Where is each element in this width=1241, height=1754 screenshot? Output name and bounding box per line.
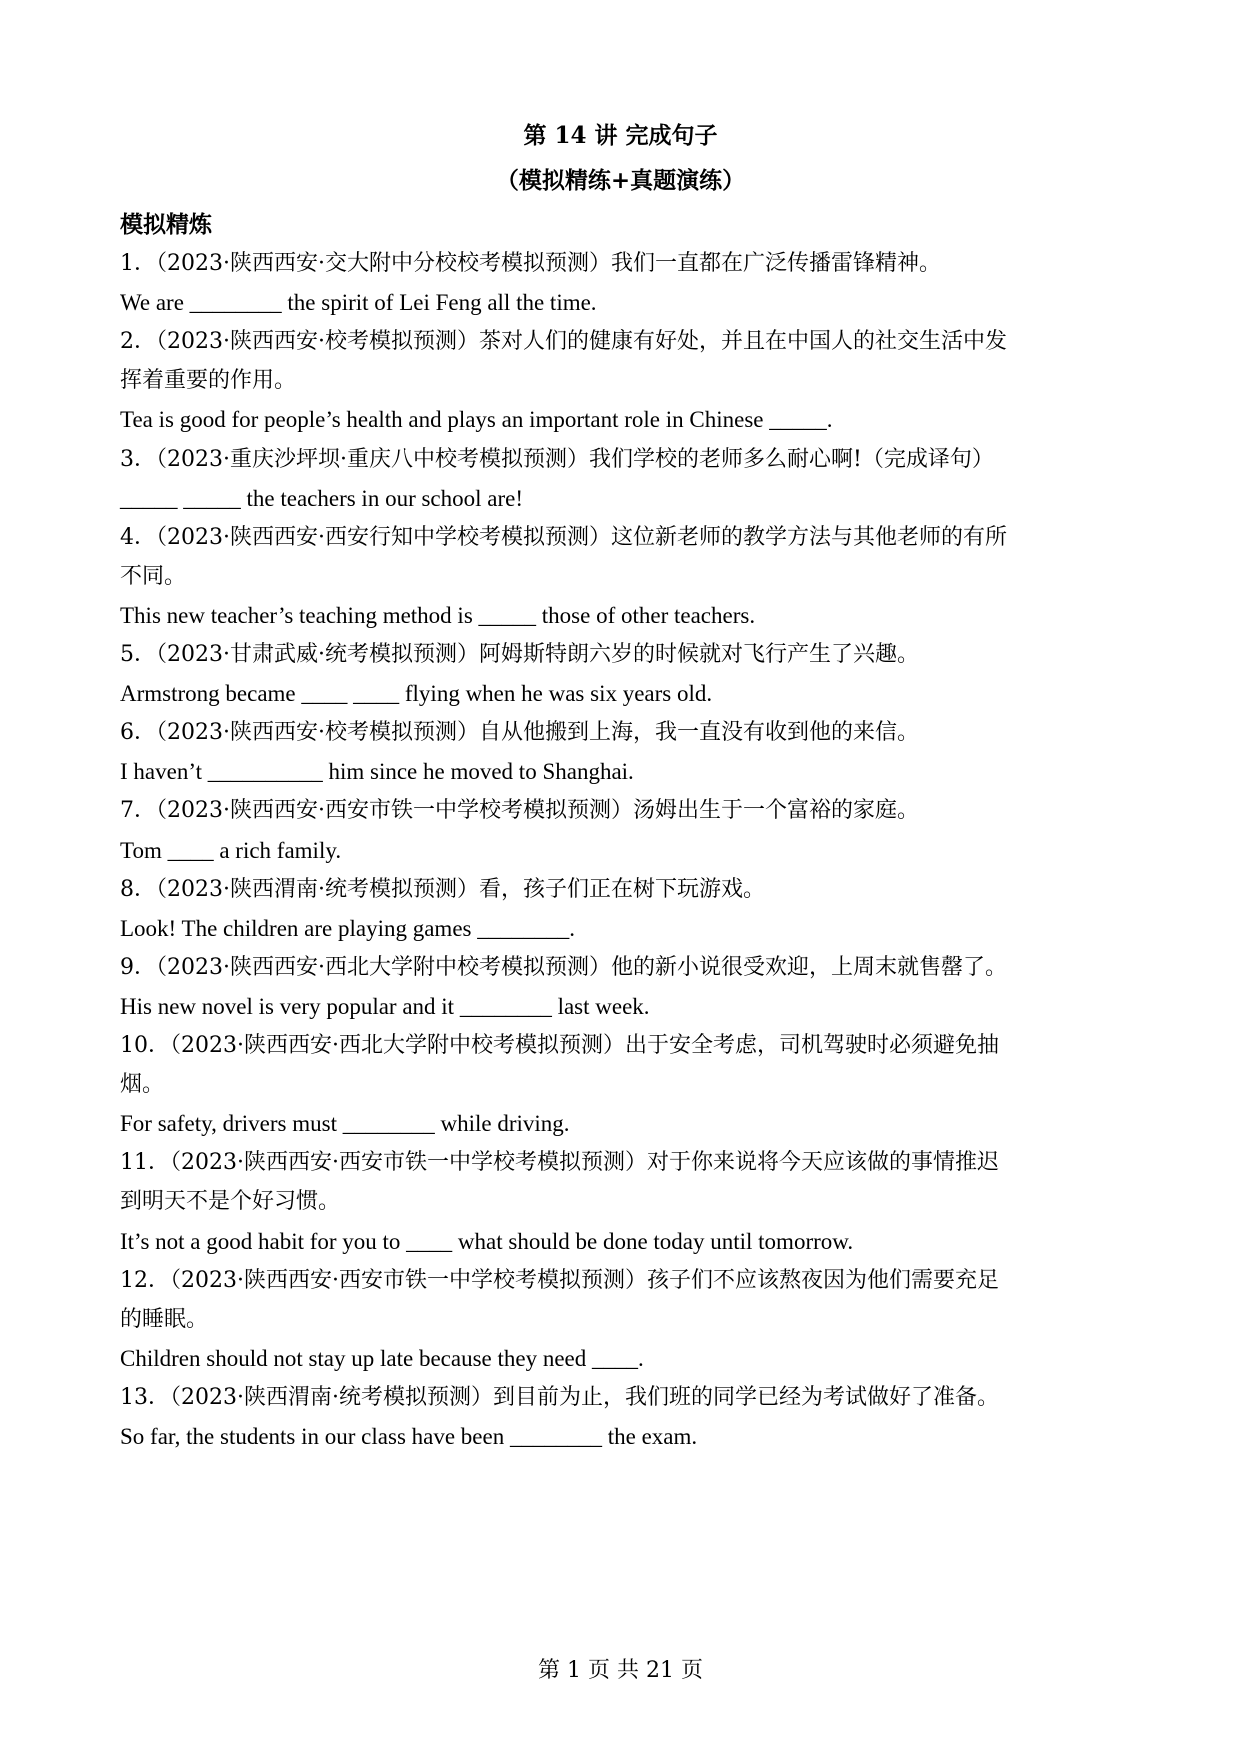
question-number: 5．	[120, 642, 156, 667]
question-number: 13．	[120, 1384, 170, 1410]
question-english-sentence: We are ________ the spirit of Lei Feng all the time.	[120, 290, 597, 316]
question-prompt-continued	[120, 366, 1130, 396]
question-english-sentence: For safety, drivers must ________ while driving.	[120, 1111, 570, 1137]
question-chinese-text: 到明天不是个好习惯。	[120, 1189, 341, 1215]
question-prompt	[120, 875, 1130, 905]
section-heading: 模拟精炼	[120, 211, 212, 238]
question-chinese-text: （2023·甘肃武威·统考模拟预测）阿姆斯特朗六岁的时候就对飞行产生了兴趣。	[156, 642, 919, 667]
question-prompt	[120, 523, 1130, 553]
question-english-sentence: Children should not stay up late because they need ____.	[120, 1345, 644, 1371]
page-footer: 第 1 页 共 21 页	[538, 1658, 703, 1683]
question-number: 1．	[120, 251, 156, 276]
question-chinese-text: （2023·陕西渭南·统考模拟预测）看，孩子们正在树下玩游戏。	[156, 876, 765, 902]
question-english-sentence: Look! The children are playing games ________.	[120, 915, 575, 941]
question-chinese-text: （2023·陕西西安·西安市铁一中学校考模拟预测）对于你来说将今天应该做的事情推迟	[170, 1150, 999, 1176]
page-subtitle: （模拟精练+真题演练）	[495, 167, 746, 194]
question-prompt-continued	[120, 562, 1130, 592]
question-english-sentence: I haven’t __________ him since he moved to Shanghai.	[120, 759, 634, 785]
question-chinese-text: （2023·陕西西安·交大附中分校校考模拟预测）我们一直都在广泛传播雷锋精神。	[156, 251, 941, 276]
question-chinese-text: （2023·陕西西安·西安市铁一中学校考模拟预测）汤姆出生于一个富裕的家庭。	[156, 798, 919, 824]
question-number: 7．	[120, 798, 156, 824]
question-chinese-text: 的睡眠。	[120, 1306, 209, 1332]
question-prompt-continued	[120, 1187, 1130, 1217]
question-number: 2．	[120, 329, 156, 355]
question-prompt	[120, 327, 1130, 357]
question-english-sentence: Armstrong became ____ ____ flying when he was six years old.	[120, 681, 713, 707]
question-english-sentence: Tea is good for people’s health and plays an important role in Chinese _____.	[120, 407, 833, 433]
question-number: 4．	[120, 524, 156, 550]
question-english-sentence: Tom ____ a rich family.	[120, 837, 342, 863]
question-chinese-text: （2023·陕西西安·西北大学附中校考模拟预测）出于安全考虑，司机驾驶时必须避免抽	[170, 1033, 999, 1058]
question-chinese-text: （2023·陕西渭南·统考模拟预测）到目前为止，我们班的同学已经为考试做好了准备。	[170, 1384, 999, 1410]
question-chinese-text: （2023·陕西西安·西安市铁一中学校考模拟预测）孩子们不应该熬夜因为他们需要充足	[170, 1267, 999, 1293]
page-title: 第 14 讲 完成句子	[523, 122, 718, 149]
question-chinese-text: （2023·陕西西安·校考模拟预测）茶对人们的健康有好处，并且在中国人的社交生活中发	[156, 329, 1007, 355]
question-chinese-text: 不同。	[120, 563, 187, 589]
question-prompt	[120, 1031, 1130, 1061]
question-english-sentence: So far, the students in our class have been ________ the exam.	[120, 1424, 698, 1449]
question-number: 9．	[120, 954, 156, 980]
question-number: 8．	[120, 876, 156, 902]
question-chinese-text: （2023·陕西西安·西北大学附中校考模拟预测）他的新小说很受欢迎，上周末就售罄了。	[156, 954, 1007, 980]
question-english-sentence: _____ _____ the teachers in our school are!	[120, 485, 524, 511]
question-prompt	[120, 640, 1130, 670]
question-english-sentence: It’s not a good habit for you to ____ what should be done today until tomorrow.	[120, 1228, 854, 1254]
question-prompt	[120, 796, 1130, 826]
question-prompt	[120, 953, 1130, 983]
question-number: 12．	[120, 1267, 170, 1293]
question-chinese-text: （2023·陕西西安·西安行知中学校考模拟预测）这位新老师的教学方法与其他老师的有所	[156, 524, 1007, 550]
question-prompt	[120, 249, 1130, 279]
question-prompt	[120, 445, 1130, 475]
question-prompt-continued	[120, 1070, 1130, 1100]
question-prompt	[120, 1383, 1130, 1413]
question-chinese-text: 挥着重要的作用。	[120, 368, 297, 394]
question-chinese-text: 烟。	[120, 1072, 165, 1098]
question-number: 10．	[120, 1033, 170, 1058]
question-english-sentence: This new teacher’s teaching method is _____ those of other teachers.	[120, 602, 756, 628]
question-prompt	[120, 1148, 1130, 1178]
question-number: 6．	[120, 720, 156, 746]
question-chinese-text: （2023·陕西西安·校考模拟预测）自从他搬到上海，我一直没有收到他的来信。	[156, 720, 919, 746]
question-prompt	[120, 1266, 1130, 1296]
question-number: 3．	[120, 446, 156, 472]
question-prompt	[120, 718, 1130, 748]
question-chinese-text: （2023·重庆沙坪坝·重庆八中校考模拟预测）我们学校的老师多么耐心啊!（完成译句）	[156, 446, 994, 472]
question-number: 11．	[120, 1150, 170, 1176]
question-prompt-continued	[120, 1305, 1130, 1335]
question-english-sentence: His new novel is very popular and it ________ last week.	[120, 993, 650, 1019]
